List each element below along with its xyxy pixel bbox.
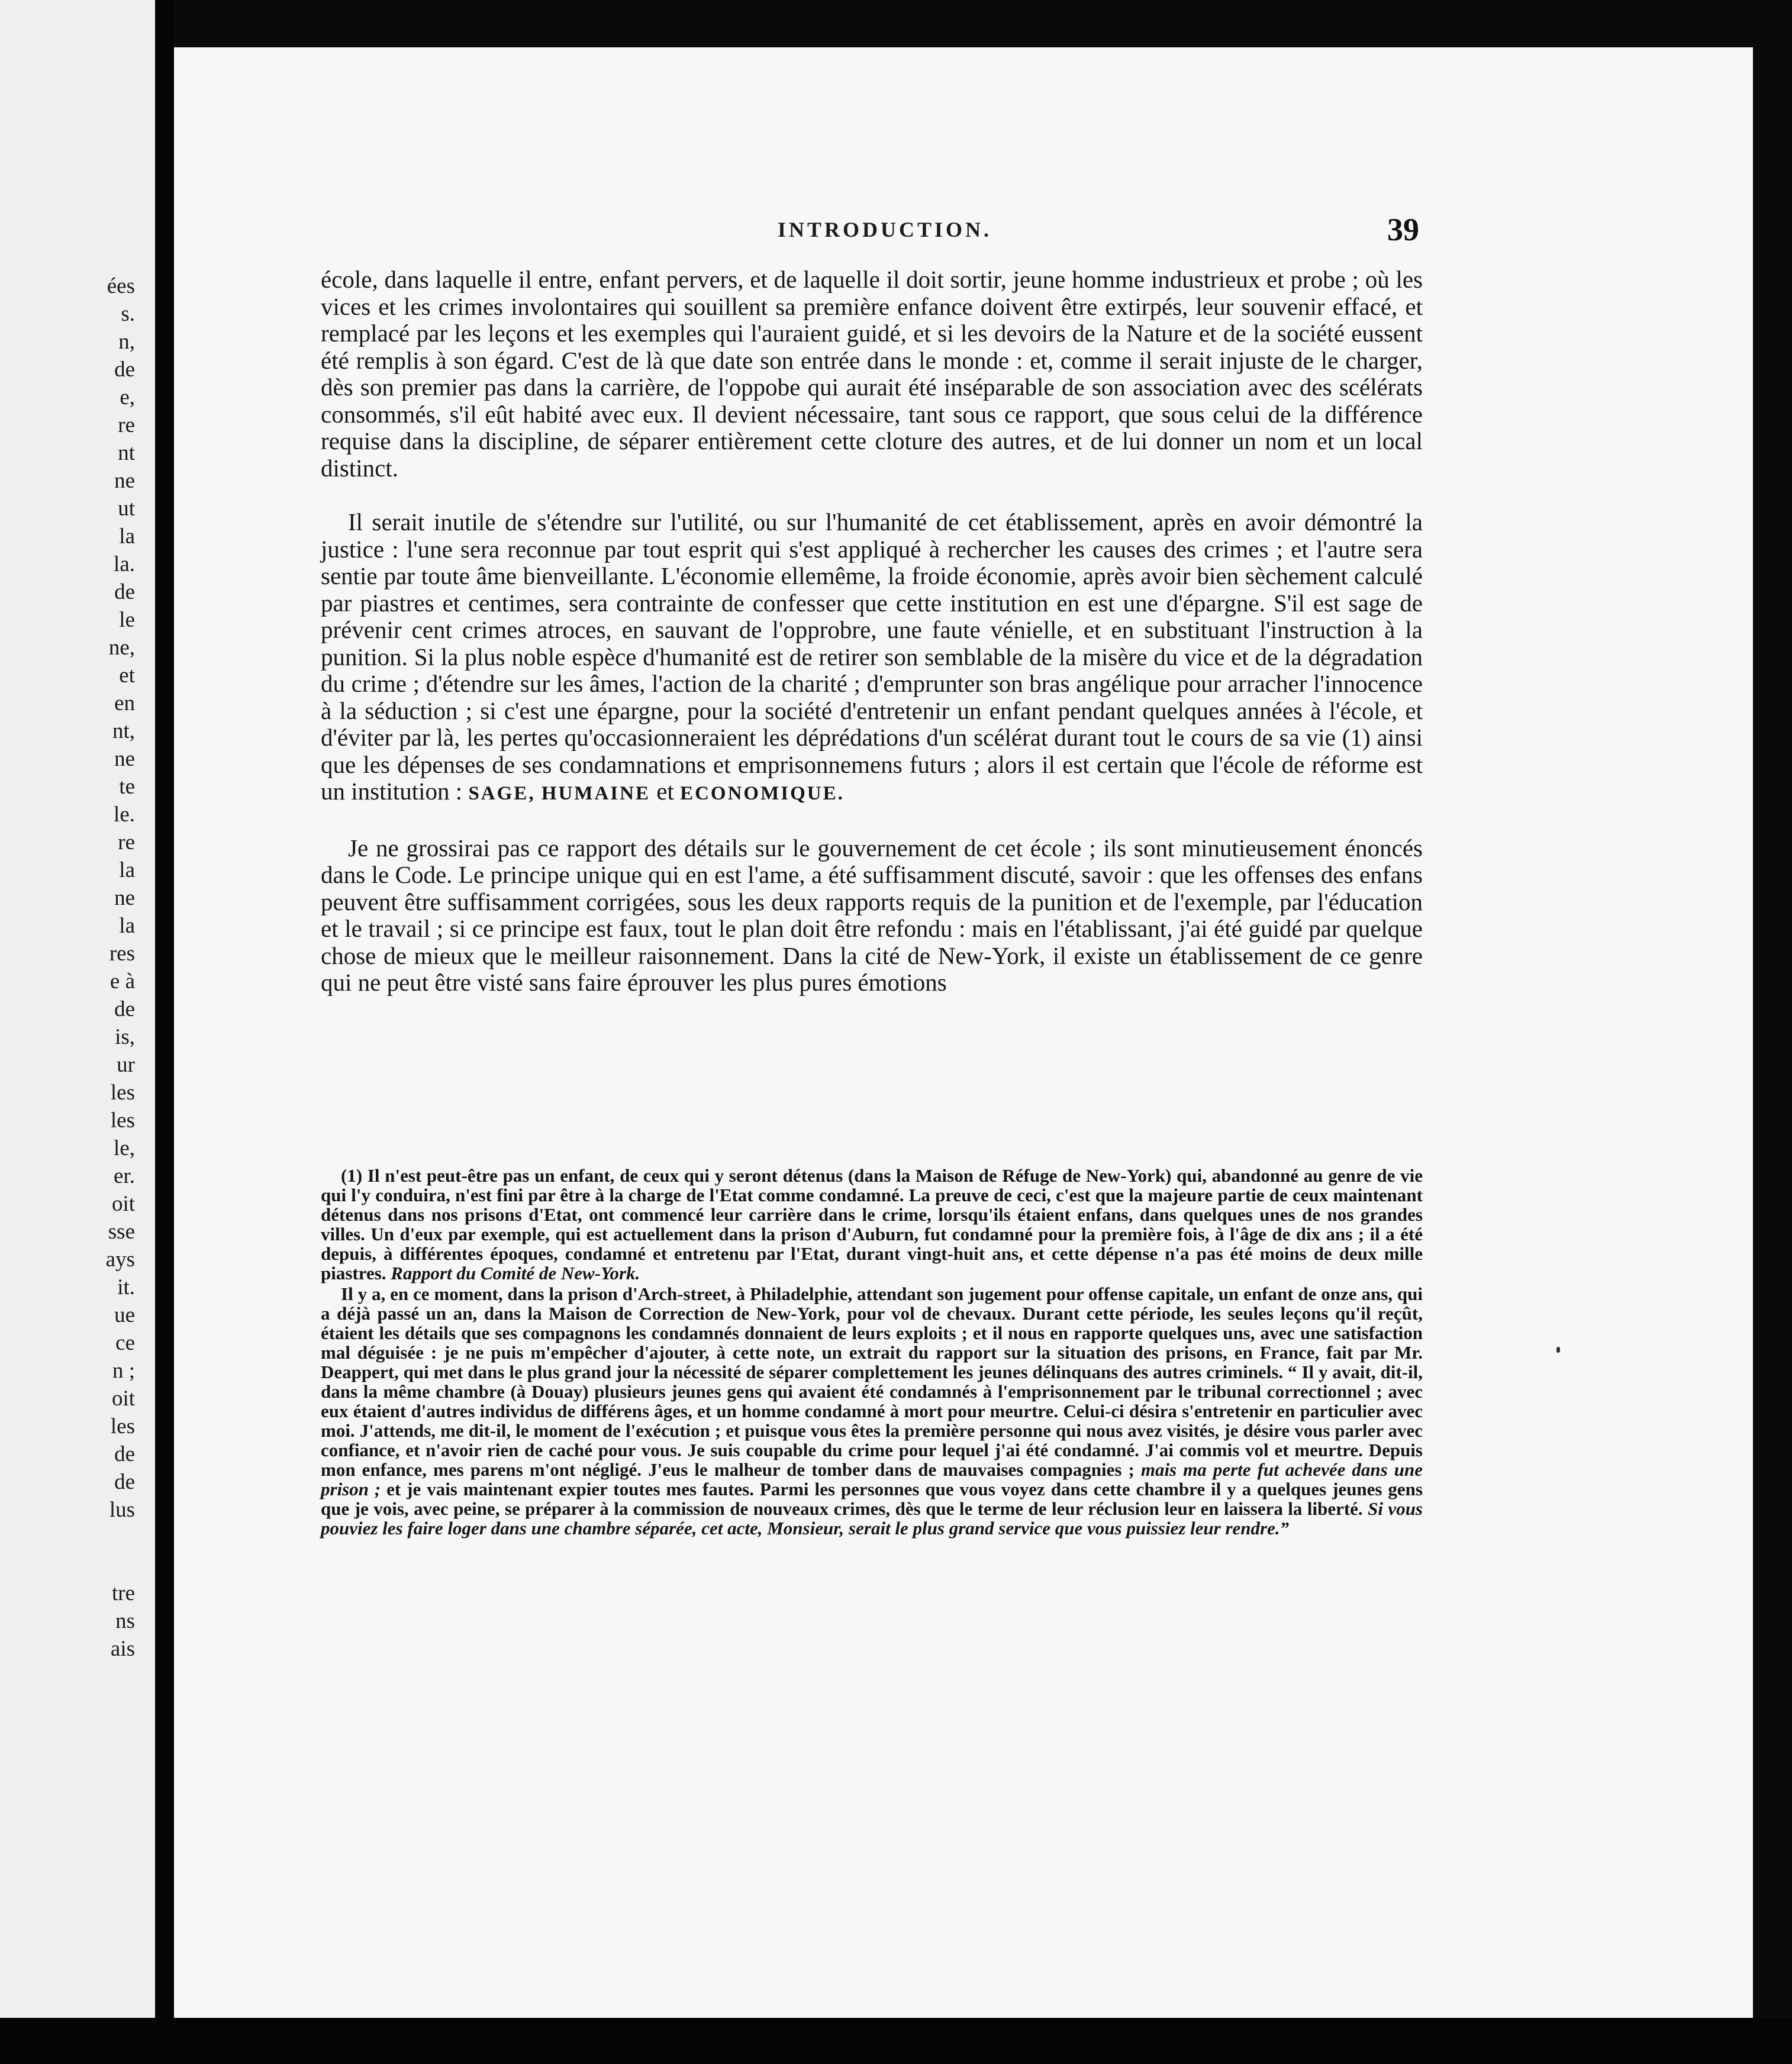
paragraph-2-text: Il serait inutile de s'étendre sur l'utilité, ou sur l'humanité de cet établissement, après en avoir démontré la justice : l'une sera reconnue par tout esprit qui s'est appliqué à rechercher les causes des crimes ; et l'autre sera sentie par toute âme bienveillante. L'économie ellemême, la froide économie, après avoir bien sèchement calculé par piastres et centimes, sera contrainte de confesser que cette institution en est une d'épargne. S'il est sage de prévenir cent crimes atroces, en sauvant de l'opprobre, une faute vénielle, et en substituant l'instruction à la punition. Si la plus noble espèce d'humanité est de retirer son semblable de la misère du vice et de la dégradation du crime ; d'étendre sur les âmes, l'action de la charité ; d'emprunter son bras angélique pour arracher l'innocence à la séduction ; si c'est une épargne, pour la société d'entretenir un enfant pendant quelques années à l'école, et d'éviter par là, les pertes qu'occasionneraient les déprédations d'un scélérat durant tout le cours de sa vie (1) ainsi que les dépenses de ses condamnations et emprisonnemens futurs ; alors il est certain que l'école de réforme est un institution : <box>321 508 1423 805</box>
emphasis-humaine: HUMAINE <box>541 783 650 804</box>
left-page-fragment: it. <box>117 1275 135 1299</box>
left-page-fragment: s. <box>121 302 135 326</box>
left-page-fragment: la <box>119 524 135 549</box>
left-page-fragment: nt, <box>112 719 135 743</box>
left-page-text-fragments <box>106 272 135 1663</box>
footnote-1 <box>321 1166 1423 1283</box>
left-page-fragment: is, <box>115 1025 135 1049</box>
left-page-fragment: nt <box>118 441 135 465</box>
paragraph-3: Je ne grossirai pas ce rapport des détails sur le gouvernement de cet école ; ils sont minutieusement énoncés dans le Code. Le principe unique qui en est l'ame, a été suffisamment discuté, savoir : que les offenses des enfans peuvent être suffisamment corrigées, sous les deux rapports requis de la punition et de l'exemple, par l'éducation et le travail ; si ce principe est faux, tout le plan doit être refondu : mais en l'établissant, j'ai été guidé par quelque chose de mieux que le meilleur raisonnement. Dans la cité de New-York, il existe un établissement de ce genre qui ne peut être visté sans faire éprouver les plus pures émotions <box>321 834 1423 996</box>
footnote-1-text: (1) Il n'est peut-être pas un enfant, de ceux qui y seront détenus (dans la Maison de Réfuge de New-York) qui, abandonné au genre de vie qui l'y conduira, n'est fini par être à la charge de l'Etat comme condamné. La preuve de ceci, c'est que la majeure partie de ceux maintenant détenus dans nos prisons d'Etat, ont commencé leur carrière dans le crime, lorsqu'ils étaient enfans, dans quelques unes de nos grandes villes. Un d'eux par exemple, qui est actuellement dans la prison d'Auburn, fut condamné pour la première fois, à l'âge de dix ans ; il a été depuis, à différentes époques, condamné et entretenu par l'Etat, durant vingt-huit ans, et cette dépense n'a pas été moins de deux mille piastres. <box>321 1165 1423 1283</box>
left-page-fragment: ce <box>115 1331 135 1355</box>
left-page-fragment: en <box>114 691 135 715</box>
left-page-fragment: ut <box>118 496 135 521</box>
footnote-2-italic-1: mais ma perte fut achevée dans une prison ; <box>321 1459 1423 1499</box>
left-page-fragment: et <box>119 663 135 688</box>
left-page-fragment: res <box>109 941 135 966</box>
footnote-2-text: Il y a, en ce moment, dans la prison d'Arch-street, à Philadelphie, attendant son jugement pour offense capitale, un enfant de onze ans, qui a déjà passé un an, dans la Maison de Correction de New-York, pour vol de chevaux. Durant cette période, les seules leçons qu'il reçût, étaient les détails que ses compagnons les condamnés donnaient de leurs exploits ; et il nous en rapporte quelques uns, avec une satisfaction mal déguisée : je ne puis m'empêcher d'ajouter, à cette note, un extrait du rapport sur la situation des prisons, en France, fait par Mr. Deappert, qui met dans le plus grand jour la nécessité de séparer complettement les jeunes délinquans des autres criminels. “ Il y avait, dit-il, dans la même chambre (à Douay) plusieurs jeunes gens qui avaient été condamnés à l'emprisonnement par le tribunal correctionnel ; avec eux étaient d'autres individus de différens âges, et un homme condamné à mort pour meurtre. Celui-ci désira s'entretenir en particulier avec moi. J'attends, me dit-il, le moment de l'exécution ; et puisque vous êtes la première personne qui nous avez visités, je désire vous parler avec confiance, et n'avoir rien de caché pour vous. Je suis coupable du crime pour lequel j'ai été condamné. J'ai commis vol et meurtre. Depuis mon enfance, mes parens m'ont négligé. J'eus le malheur de tomber dans de mauvaises compagnies ; <box>321 1283 1423 1480</box>
left-page-fragment: te <box>119 775 135 799</box>
left-page-fragment <box>106 1524 135 1552</box>
left-page-fragment: re <box>118 413 135 437</box>
left-page-fragment: e, <box>120 385 135 409</box>
left-page-fragment: sse <box>108 1220 135 1244</box>
left-page-fragment: de <box>114 1442 135 1466</box>
footnotes <box>321 1166 1423 1538</box>
running-head <box>174 212 1753 250</box>
paragraph-1: école, dans laquelle il entre, enfant pervers, et de laquelle il doit sortir, jeune homme industrieux et probe ; où les vices et les crimes involontaires qui souillent sa première enfance doivent être extirpés, leur souvenir effacé, et remplacé par les leçons et les exemples qui l'auraient guidé, et si les devoirs de la Nature et de la société eussent été remplis à son égard. C'est de là que date son entrée dans le monde : et, comme il serait injuste de le charger, dès son premier pas dans la carrière, de l'oppobe qui aurait été inséparable de son association avec des scélérats consommés, s'il eût habité avec eux. Il devient nécessaire, tant sous ce rapport, que sous celui de la différence requise dans la discipline, de séparer entièrement cette cloture des autres, et de lui donner un nom et un local distinct. <box>321 266 1423 482</box>
footnote-1-citation: Rapport du Comité de New-York. <box>391 1263 640 1283</box>
left-page-fragment: de <box>114 1470 135 1494</box>
left-page-fragment: e à <box>109 969 135 994</box>
book-spine-gutter <box>155 0 174 2064</box>
page-number: 39 <box>1387 212 1419 247</box>
scan-bottom-shadow <box>0 2018 1792 2064</box>
left-page-fragment: tre <box>111 1581 135 1605</box>
paragraph-2 <box>321 509 1423 808</box>
footnote-2-italic-2: Si vous pouviez les faire loger dans une chambre séparée, cet acte, Monsieur, serait le plus grand service que vous puissiez leur rendre.” <box>321 1498 1423 1539</box>
left-page-fragment: ne <box>114 747 135 771</box>
footnote-2 <box>321 1284 1423 1538</box>
left-page-fragment: la. <box>114 552 135 576</box>
running-title: INTRODUCTION. <box>778 218 992 241</box>
left-page-fragment: la <box>119 914 135 938</box>
left-page-fragment: les <box>110 1081 135 1105</box>
left-page-fragment: ur <box>117 1053 135 1077</box>
footnote-2-middle: et je vais maintenant expier toutes mes fautes. Parmi les personnes que vous voyez dans cette chambre il y a quelques jeunes gens que je vois, avec peine, se préparer à la commission de nouveaux crimes, dès que le terme de leur réclusion leur en laissera la liberté. <box>321 1479 1423 1519</box>
left-page-fragment: ées <box>107 274 135 298</box>
emphasis-economique: ECONOMIQUE. <box>680 783 845 804</box>
left-page-fragment: de <box>114 357 135 382</box>
emphasis-sage: SAGE, <box>468 783 536 804</box>
left-page-fragment: oit <box>111 1386 135 1411</box>
left-page-fragment <box>106 1552 135 1579</box>
left-page-fragment: la <box>119 858 135 882</box>
left-page-fragment: de <box>114 580 135 604</box>
left-page-fragment: les <box>110 1414 135 1439</box>
left-page-fragment: le, <box>114 1136 135 1160</box>
left-page-fragment: re <box>118 830 135 854</box>
page-speck <box>1556 1347 1560 1353</box>
left-facing-page <box>0 0 155 2064</box>
left-page-fragment: les <box>110 1108 135 1133</box>
left-page-fragment: ne, <box>108 636 135 660</box>
body-text <box>321 266 1423 1024</box>
book-page <box>174 47 1753 2018</box>
left-page-fragment: le. <box>114 802 135 827</box>
left-page-fragment: n, <box>118 330 135 354</box>
left-page-fragment: oit <box>111 1192 135 1216</box>
left-page-fragment: ns <box>115 1609 135 1633</box>
left-page-fragment: le <box>119 608 135 632</box>
left-page-fragment: er. <box>114 1164 135 1188</box>
left-page-fragment: de <box>114 997 135 1021</box>
left-page-fragment: ne <box>114 469 135 493</box>
left-page-fragment: ue <box>114 1303 135 1327</box>
left-page-fragment: ays <box>105 1247 135 1272</box>
emphasis-et: et <box>656 778 674 805</box>
left-page-fragment: n ; <box>112 1359 135 1383</box>
left-page-fragment: ais <box>110 1637 135 1661</box>
left-page-fragment: lus <box>109 1498 135 1522</box>
left-page-fragment: ne <box>114 886 135 910</box>
